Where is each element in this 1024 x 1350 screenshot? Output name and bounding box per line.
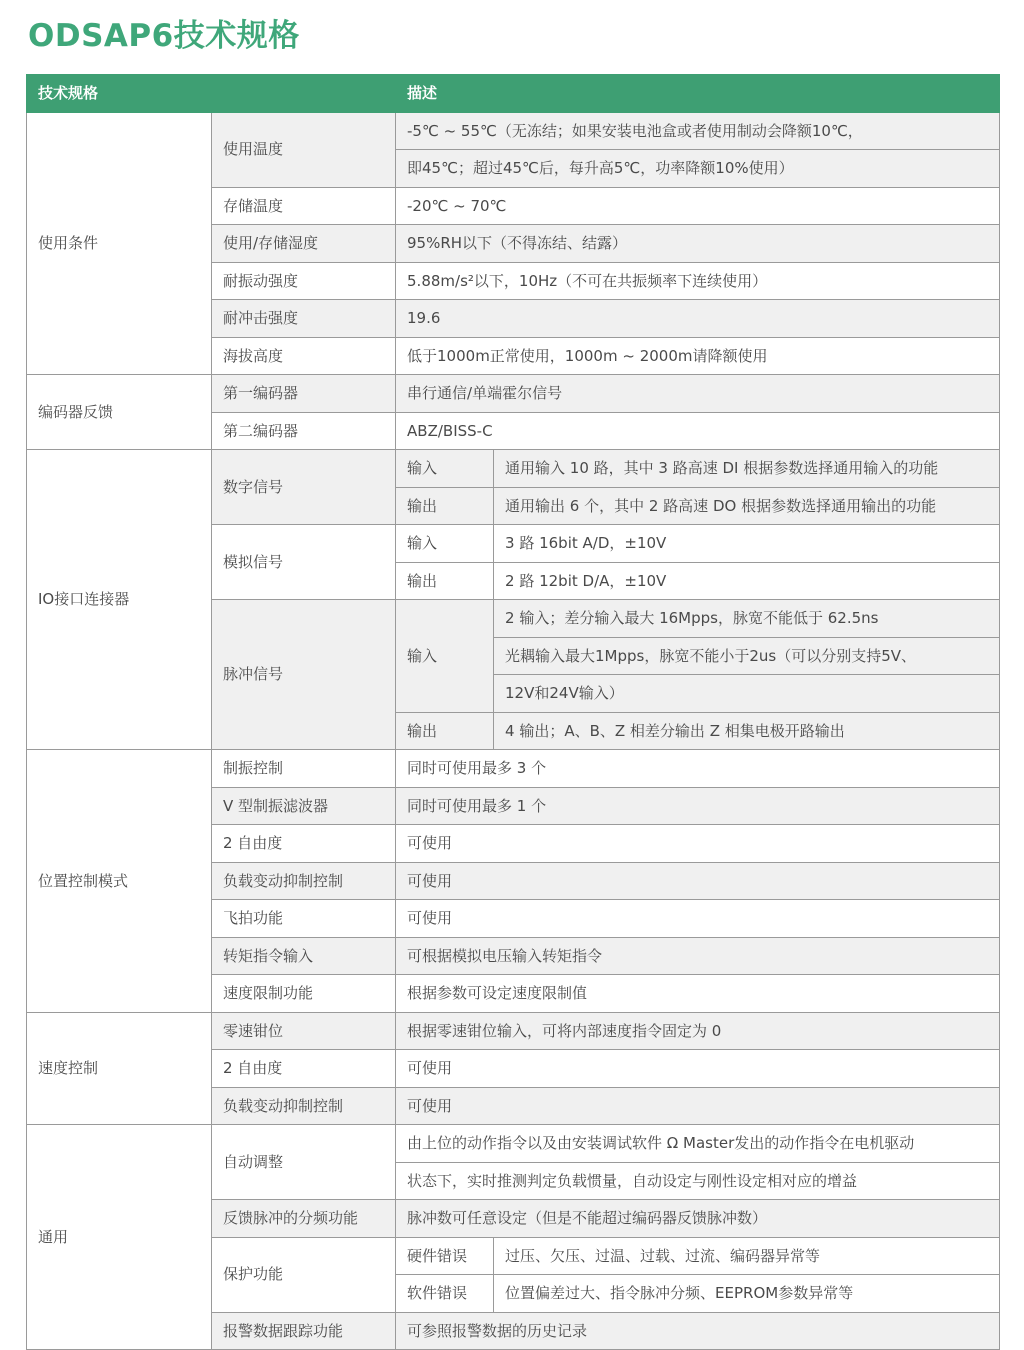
page-title: ODSAP6技术规格: [28, 18, 300, 54]
row-label: 飞拍功能: [212, 900, 396, 938]
table-row: [27, 450, 1000, 488]
table-row: [27, 750, 1000, 788]
row-label: 2 自由度: [212, 825, 396, 863]
row-desc: 同时可使用最多 3 个: [396, 750, 1000, 788]
row-sublabel: 输出: [396, 487, 494, 525]
row-desc: 串行通信/单端霍尔信号: [396, 375, 1000, 413]
row-label: 耐振动强度: [212, 262, 396, 300]
table-row: [27, 112, 1000, 150]
row-label: 存储温度: [212, 187, 396, 225]
row-desc: 12V和24V输入）: [494, 675, 1000, 713]
row-desc: 通用输入 10 路，其中 3 路高速 DI 根据参数选择通用输入的功能: [494, 450, 1000, 488]
row-desc: 可使用: [396, 900, 1000, 938]
row-sublabel: 输出: [396, 712, 494, 750]
row-desc: 5.88m/s²以下，10Hz（不可在共振频率下连续使用）: [396, 262, 1000, 300]
row-desc: 光耦输入最大1Mpps，脉宽不能小于2us（可以分别支持5V、: [494, 637, 1000, 675]
row-desc: 通用输出 6 个，其中 2 路高速 DO 根据参数选择通用输出的功能: [494, 487, 1000, 525]
row-label: 自动调整: [212, 1125, 396, 1200]
row-desc: 状态下，实时推测判定负载惯量，自动设定与刚性设定相对应的增益: [396, 1162, 1000, 1200]
table-row: [27, 375, 1000, 413]
row-desc: 低于1000m正常使用，1000m ~ 2000m请降额使用: [396, 337, 1000, 375]
row-desc: 3 路 16bit A/D，±10V: [494, 525, 1000, 563]
row-sublabel: 输入: [396, 600, 494, 713]
row-label: 转矩指令输入: [212, 937, 396, 975]
row-desc: 可参照报警数据的历史记录: [396, 1312, 1000, 1350]
row-label: 2 自由度: [212, 1050, 396, 1088]
row-label: 使用/存储湿度: [212, 225, 396, 263]
row-label: 数字信号: [212, 450, 396, 525]
table-header-row: [27, 75, 1000, 113]
row-desc: 2 输入；差分输入最大 16Mpps，脉宽不能低于 62.5ns: [494, 600, 1000, 638]
row-label: 第一编码器: [212, 375, 396, 413]
category-encoder: 编码器反馈: [27, 375, 212, 450]
row-desc: 可根据模拟电压输入转矩指令: [396, 937, 1000, 975]
header-desc: 描述: [396, 75, 1000, 113]
row-desc: 19.6: [396, 300, 1000, 338]
row-label: 反馈脉冲的分频功能: [212, 1200, 396, 1238]
row-desc: ABZ/BISS-C: [396, 412, 1000, 450]
row-desc: 根据参数可设定速度限制值: [396, 975, 1000, 1013]
row-desc: 由上位的动作指令以及由安装调试软件 Ω Master发出的动作指令在电机驱动: [396, 1125, 1000, 1163]
row-desc: -20℃ ~ 70℃: [396, 187, 1000, 225]
row-label: 报警数据跟踪功能: [212, 1312, 396, 1350]
row-sublabel: 硬件错误: [396, 1237, 494, 1275]
row-desc: 可使用: [396, 862, 1000, 900]
row-label: 耐冲击强度: [212, 300, 396, 338]
row-desc: 脉冲数可任意设定（但是不能超过编码器反馈脉冲数）: [396, 1200, 1000, 1238]
row-label: 速度限制功能: [212, 975, 396, 1013]
row-desc: 可使用: [396, 825, 1000, 863]
row-label: 脉冲信号: [212, 600, 396, 750]
row-label: 保护功能: [212, 1237, 396, 1312]
spec-table: [26, 74, 1000, 1350]
row-label: 使用温度: [212, 112, 396, 187]
row-desc: 4 输出；A、B、Z 相差分输出 Z 相集电极开路输出: [494, 712, 1000, 750]
category-speed: 速度控制: [27, 1012, 212, 1125]
row-label: 海拔高度: [212, 337, 396, 375]
category-io: IO接口连接器: [27, 450, 212, 750]
row-desc: 95%RH以下（不得冻结、结露）: [396, 225, 1000, 263]
category-general: 通用: [27, 1125, 212, 1350]
row-label: V 型制振滤波器: [212, 787, 396, 825]
table-row: [27, 1012, 1000, 1050]
row-sublabel: 输入: [396, 525, 494, 563]
row-label: 第二编码器: [212, 412, 396, 450]
row-label: 负载变动抑制控制: [212, 1087, 396, 1125]
category-position: 位置控制模式: [27, 750, 212, 1013]
row-desc: 位置偏差过大、指令脉冲分频、EEPROM参数异常等: [494, 1275, 1000, 1313]
row-label: 制振控制: [212, 750, 396, 788]
row-desc: 根据零速钳位输入，可将内部速度指令固定为 0: [396, 1012, 1000, 1050]
category-usage: 使用条件: [27, 112, 212, 375]
row-sublabel: 输出: [396, 562, 494, 600]
row-desc: 2 路 12bit D/A，±10V: [494, 562, 1000, 600]
row-sublabel: 软件错误: [396, 1275, 494, 1313]
row-desc: 可使用: [396, 1087, 1000, 1125]
row-desc: 可使用: [396, 1050, 1000, 1088]
row-desc: 即45℃；超过45℃后，每升高5℃，功率降额10%使用）: [396, 150, 1000, 188]
header-spec: 技术规格: [27, 75, 396, 113]
row-sublabel: 输入: [396, 450, 494, 488]
row-desc: -5℃ ~ 55℃（无冻结；如果安装电池盒或者使用制动会降额10℃，: [396, 112, 1000, 150]
table-row: [27, 1125, 1000, 1163]
row-label: 零速钳位: [212, 1012, 396, 1050]
row-label: 负载变动抑制控制: [212, 862, 396, 900]
row-label: 模拟信号: [212, 525, 396, 600]
row-desc: 过压、欠压、过温、过载、过流、编码器异常等: [494, 1237, 1000, 1275]
row-desc: 同时可使用最多 1 个: [396, 787, 1000, 825]
